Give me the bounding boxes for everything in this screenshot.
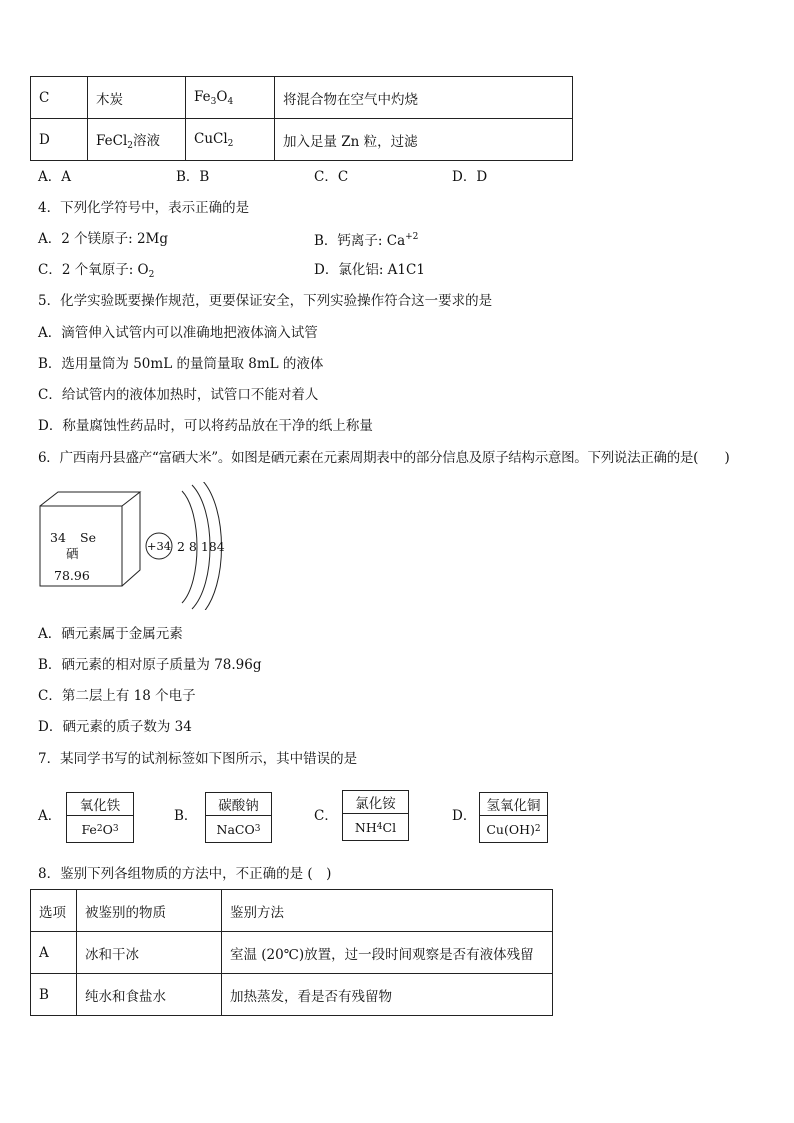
label-formula: Fe 2 O 3 [81, 821, 119, 837]
label-formula: NaCO 3 [216, 821, 261, 837]
element-symbol: Se [80, 530, 96, 545]
reagent-label-c [342, 790, 409, 841]
question-5-stem: 5．化学实验既要操作规范，更要保证安全，下列实验操作符合这一要求的是 [38, 293, 493, 309]
q7-letter-c: C． [314, 808, 338, 824]
impurity-cell: $Fe_3O_4$ [186, 77, 275, 119]
q5-option-c: C．给试管内的液体加热时，试管口不能对着人 [38, 387, 319, 403]
header-cell: 鉴别方法 [222, 890, 553, 932]
question-6-stem: 6．广西南丹县盛产“富硒大米”。如图是硒元素在元素周期表中的部分信息及原子结构示意图。下列说法正确的是( ) [38, 450, 730, 466]
element-number: 34 [50, 530, 66, 545]
label-name: 氯化铵 [343, 791, 408, 814]
reagent-label-d [479, 792, 548, 843]
choice-d: D．D [452, 169, 488, 185]
label-formula: Cu(OH) 2 [486, 821, 541, 837]
table-row [31, 974, 553, 1016]
q5-option-a: A．滴管伸入试管内可以准确地把液体滴入试管 [38, 325, 318, 341]
method-cell: 室温 (20℃)放置，过一段时间观察是否有液体残留 [222, 932, 553, 974]
header-cell: 选项 [31, 890, 77, 932]
table-row [31, 77, 573, 119]
table-header-row [31, 890, 553, 932]
option-cell: C [31, 77, 88, 119]
q4-option-b: B．钙离子: $Ca^{+2}$ [314, 232, 419, 249]
q6-option-b: B．硒元素的相对原子质量为 78.96g [38, 657, 262, 673]
label-name: 氢氧化铜 [480, 793, 547, 816]
method-cell: 加热蒸发，看是否有残留物 [222, 974, 553, 1016]
substance-cell: 纯水和食盐水 [77, 974, 222, 1016]
method-cell: 将混合物在空气中灼烧 [275, 77, 573, 119]
q7-letter-d: D． [452, 808, 477, 824]
substance-cell: 冰和干冰 [77, 932, 222, 974]
q6-option-d: D．硒元素的质子数为 34 [38, 719, 192, 735]
nucleus-charge: +34 [146, 539, 172, 553]
choice-c: C．C [314, 169, 349, 185]
q4-option-d: D．氯化铝: A1C1 [314, 262, 425, 278]
element-name: 硒 [66, 546, 79, 561]
q6-option-c: C．第二层上有 18 个电子 [38, 688, 196, 704]
electron-shells: 2 8 184 [177, 539, 225, 554]
identification-table [30, 889, 553, 1016]
label-name: 碳酸钠 [206, 793, 271, 816]
option-cell: B [31, 974, 77, 1016]
option-cell: A [31, 932, 77, 974]
element-mass: 78.96 [54, 568, 90, 583]
table-row [31, 932, 553, 974]
q6-option-a: A．硒元素属于金属元素 [38, 626, 183, 642]
q7-letter-a: A． [38, 808, 62, 824]
table-row [31, 119, 573, 161]
choice-b: B．B [176, 169, 210, 185]
q4-option-a: A．2 个镁原子: 2Mg [38, 231, 169, 247]
substance-cell: FeCl$_2$溶液 [88, 119, 186, 161]
option-cell: D [31, 119, 88, 161]
substance-cell: 木炭 [88, 77, 186, 119]
q7-letter-b: B． [174, 808, 198, 824]
selenium-figure [30, 482, 250, 610]
question-7-stem: 7．某同学书写的试剂标签如下图所示，其中错误的是 [38, 751, 358, 767]
q5-option-d: D．称量腐蚀性药品时，可以将药品放在干净的纸上称量 [38, 418, 373, 434]
method-cell: 加入足量 Zn 粒，过滤 [275, 119, 573, 161]
impurity-cell: CuCl$_2$ [186, 119, 275, 161]
choice-a: A．A [38, 169, 71, 185]
label-formula: NH 4 Cl [354, 819, 397, 835]
reagent-label-a [66, 792, 134, 843]
q4-option-c: C．2 个氧原子: $O_2$ [38, 262, 155, 280]
label-name: 氧化铁 [67, 793, 133, 816]
header-cell: 被鉴别的物质 [77, 890, 222, 932]
reagent-label-b [205, 792, 272, 843]
question-8-stem: 8．鉴别下列各组物质的方法中，不正确的是 ( ) [38, 866, 332, 882]
q5-option-b: B．选用量筒为 50mL 的量筒量取 8mL 的液体 [38, 356, 324, 372]
question-4-stem: 4．下列化学符号中，表示正确的是 [38, 200, 250, 216]
impurity-table [30, 76, 573, 161]
